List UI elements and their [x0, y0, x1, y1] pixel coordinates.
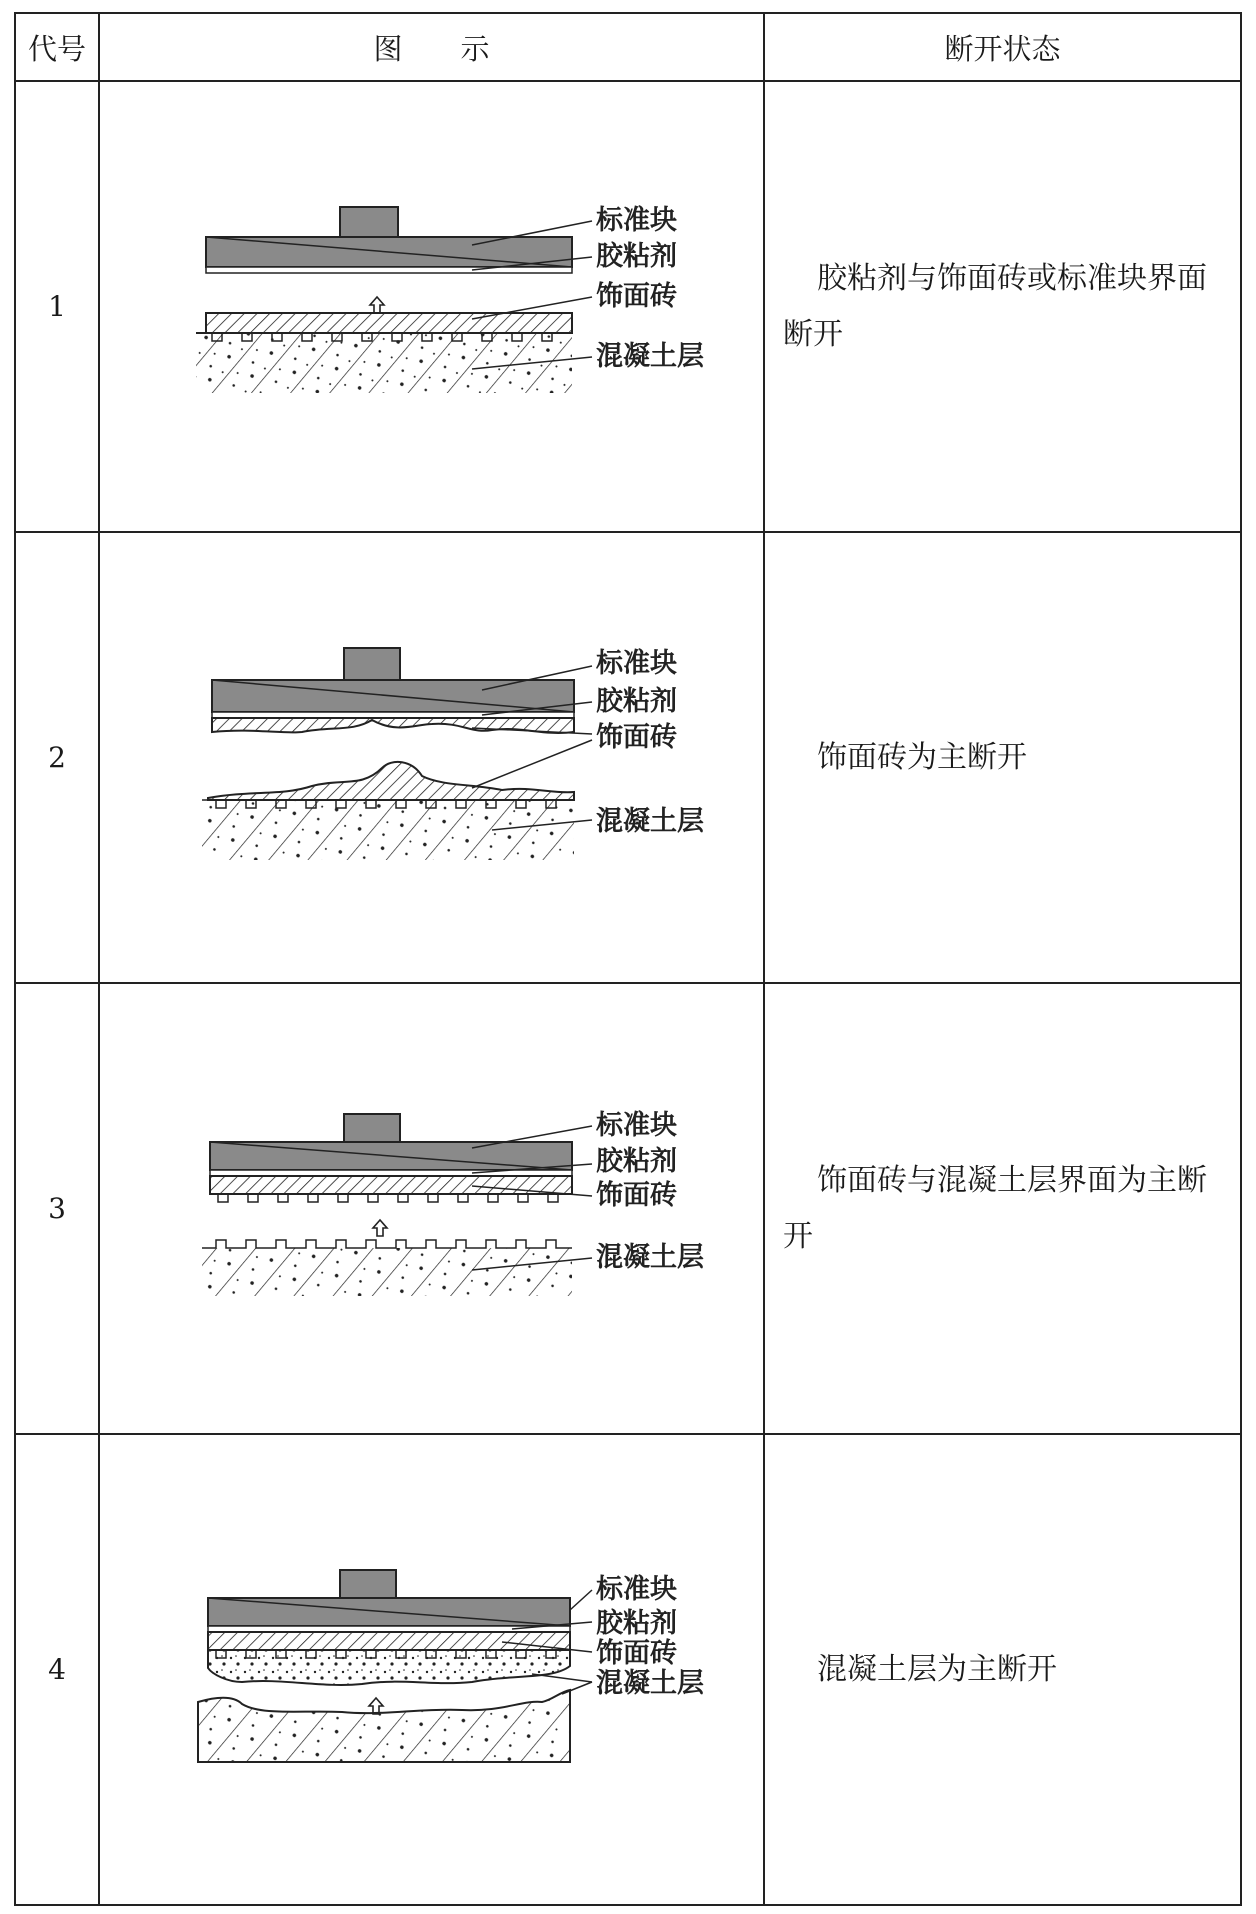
label-block: 标准块	[595, 647, 677, 679]
failure-diagram	[172, 1570, 704, 1770]
concrete-layer	[196, 333, 572, 393]
row-code: 1	[15, 81, 99, 532]
label-concrete: 混凝土层	[595, 1241, 704, 1273]
failure-diagram	[172, 1109, 704, 1304]
failure-diagram	[172, 647, 704, 868]
row-state: 饰面砖与混凝土层界面为主断开	[764, 983, 1241, 1434]
tile-grooves	[218, 1194, 558, 1202]
row-state: 混凝土层为主断开	[764, 1434, 1241, 1905]
label-concrete: 混凝土层	[595, 1667, 704, 1699]
failure-mode-table	[14, 12, 1242, 1906]
adhesive-layer	[206, 267, 572, 273]
row-figure	[99, 81, 764, 532]
label-adhesive: 胶粘剂	[595, 1607, 677, 1639]
row-figure	[99, 983, 764, 1434]
label-concrete: 混凝土层	[595, 340, 704, 372]
header-state: 断开状态	[764, 13, 1241, 81]
tile-layer	[210, 1176, 572, 1194]
arrow-up-icon	[373, 1220, 387, 1236]
table-row	[15, 983, 1241, 1434]
header-figure: 图 示	[99, 13, 764, 81]
row-code: 4	[15, 1434, 99, 1905]
concrete-lower-fragment	[198, 1690, 570, 1762]
failure-diagram	[172, 204, 704, 407]
label-adhesive: 胶粘剂	[595, 240, 677, 272]
row-state: 饰面砖为主断开	[764, 532, 1241, 983]
standard-block-knob	[340, 207, 398, 237]
label-adhesive: 胶粘剂	[595, 1145, 677, 1177]
label-concrete: 混凝土层	[595, 805, 704, 837]
table-row	[15, 1434, 1241, 1905]
row-code: 2	[15, 532, 99, 983]
row-state: 胶粘剂与饰面砖或标准块界面断开	[764, 81, 1241, 532]
row-figure	[99, 532, 764, 983]
tile-lower-fragment	[208, 761, 574, 799]
label-block: 标准块	[595, 204, 677, 236]
concrete-layer	[202, 1248, 572, 1296]
label-tile: 饰面砖	[595, 280, 677, 312]
row-code: 3	[15, 983, 99, 1434]
label-tile: 饰面砖	[595, 1179, 677, 1211]
table-row	[15, 532, 1241, 983]
standard-block-knob	[340, 1570, 396, 1598]
header-code: 代号	[15, 13, 99, 81]
arrow-up-icon	[369, 1698, 383, 1714]
concrete-upper-fragment	[208, 1650, 570, 1685]
table-row	[15, 81, 1241, 532]
label-block: 标准块	[595, 1109, 677, 1141]
label-block: 标准块	[595, 1573, 677, 1605]
standard-block-knob	[344, 648, 400, 680]
label-tile: 饰面砖	[595, 1637, 677, 1669]
row-figure	[99, 1434, 764, 1905]
tile-layer	[206, 313, 572, 333]
label-tile: 饰面砖	[595, 721, 677, 753]
tile-layer	[208, 1632, 570, 1650]
concrete-layer	[202, 800, 574, 860]
arrow-up-icon	[370, 297, 384, 313]
standard-block-knob	[344, 1114, 400, 1142]
header-row	[15, 13, 1241, 81]
label-adhesive: 胶粘剂	[595, 685, 677, 717]
concrete-teeth	[202, 1240, 572, 1248]
